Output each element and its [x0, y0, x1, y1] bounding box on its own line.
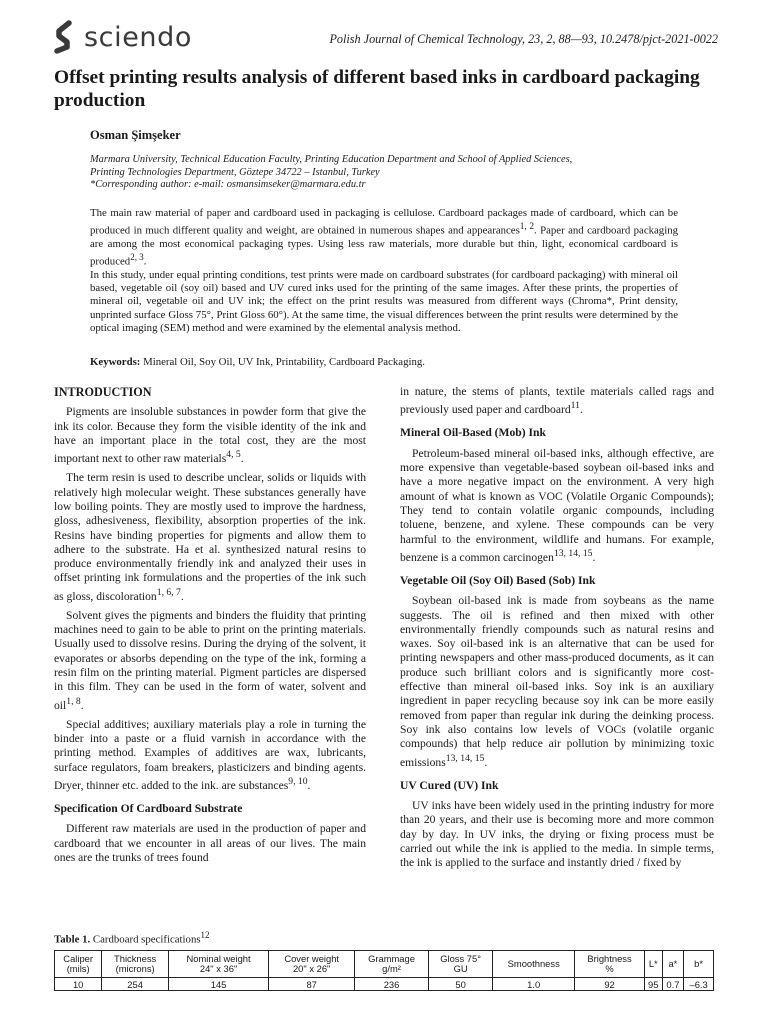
table-header-cell: Grammage g/m²: [355, 951, 429, 978]
table-header-cell: Smoothness: [493, 951, 575, 978]
table-cell: 50: [428, 978, 492, 991]
body-paragraph: Soybean oil-based ink is made from soybeans as the name suggests. The oil is refined and then mixed with other environmentally friendly compounds such as natural resins and waxes. Soy oil-based ink is an alternative that can be used for printing newspapers and other mass-produced documents, as it can produce such brilliant colors and is significantly more cost-effective than mineral oil-based inks. Soy ink is an auxiliary ingredient in paper recycling because soy ink can be more easily removed from paper than regular ink during the deinking process. Soy ink also contains low levels of VOCs (volatile organic compounds) that help reduce air pollution by minimizing toxic emissions$^{13, 14, 15}$.: [400, 594, 714, 769]
sciendo-logo-icon: [50, 20, 76, 54]
specifications-table: [54, 950, 714, 991]
keywords-list: Mineral Oil, Soy Oil, UV Ink, Printability, Cardboard Packaging.: [143, 356, 425, 368]
body-paragraph: Different raw materials are used in the production of paper and cardboard that we encounter in all areas of our lives. The main ones are the trunks of trees found: [54, 822, 366, 865]
section-heading: Specification Of Cardboard Substrate: [54, 802, 243, 816]
corresponding-author: *Corresponding author: e-mail: osmansimseker@marmara.edu.tr: [90, 179, 366, 190]
affiliation: [90, 154, 690, 192]
table-header-cell: Gloss 75° GU: [428, 951, 492, 978]
table-cell: 0.7: [662, 978, 684, 991]
table-header-cell: L*: [644, 951, 662, 978]
body-paragraph: Solvent gives the pigments and binders the fluidity that printing machines need to gain to be able to print on the printing materials. Usually used to dissolve resins. During the drying of the solvent, it evaporates or absorbs depending on the type of the ink, forming a resin film on the printing material. Pigment particles are dispersed in this film. They can be used in the form of water, solvent and oil$^{1, 8}$.: [54, 608, 366, 712]
table-header-cell: Nominal weight 24" x 36": [168, 951, 268, 978]
author-name: Osman Şimşeker: [90, 128, 181, 142]
table-cell: 1.0: [493, 978, 575, 991]
logo-text: sciendo: [84, 21, 192, 53]
body-paragraph: Petroleum-based mineral oil-based inks, although effective, are more expensive than vegetable-based soybean oil-based inks and have a more negative impact on the environment. A very high amount of what is known as VOC (Volatile Organic Compounds); They tend to contain volatile organic compounds, including toluene, benzene, and xylene. These compounds can be very harmful to the environment, wildlife and humans. For example, benzene is a common carcinogen$^{13, 14, 15}$.: [400, 446, 714, 564]
abstract-paragraph: The main raw material of paper and cardboard used in packaging is cellulose. Cardboard packages made of cardboard, which can be produced in much different quality and weight, are obtained in numerous shapes and appearances$^{1, 2}$. Paper and cardboard packaging are among the most economical packaging types. Using less raw materials, more durable but thin, light, economical cardboard is produced$^{2, 3}$.: [90, 207, 679, 268]
publisher-logo: [50, 20, 192, 54]
section-heading: UV Cured (UV) Ink: [400, 778, 499, 792]
table-cell: 236: [355, 978, 429, 991]
body-paragraph: UV inks have been widely used in the printing industry for more than 20 years, and their use is becoming more and more common day by day. In UV inks, the drying or fixing process must be carried out while the ink is applied to the media. In simple terms, the ink is applied to the surface and instantly dried / fixed by: [400, 799, 714, 870]
abstract: [90, 207, 678, 335]
section-heading: Mineral Oil-Based (Mob) Ink: [400, 426, 546, 440]
table-cell: 95: [644, 978, 662, 991]
table-row: [55, 978, 714, 991]
body-paragraph: The term resin is used to describe unclear, solids or liquids with relatively high molecular weight. These substances generally have low boiling points. They are mostly used to improve the hardness, gloss, adhesiveness, flexibility, absorption properties of the ink. Resins have binding properties for pigments and allow them to adhere to the substrate. Ha et al. synthesized natural resins to produce environmentally friendly ink and analyzed their uses in offset printing ink formulations and the properties of the ink such as gloss, discoloration$^{1, 6, 7}$.: [54, 471, 366, 603]
table-header-cell: Caliper (mils): [55, 951, 102, 978]
table-header-cell: Brightness %: [575, 951, 645, 978]
table-header-cell: b*: [684, 951, 714, 978]
table-header-row: [55, 951, 714, 978]
abstract-paragraph: In this study, under equal printing conditions, test prints were made on cardboard substrates (for cardboard packaging) with mineral oil based, vegetable oil (soy oil) based and UV cured inks used for the printing of the same images. After these prints, the properties of mineral oil, vegetable oil and UV ink; the effect on the print results was measured from different ways (Chroma*, Print density, unprinted surface Gloss 75°, Print Gloss 60°). At the same time, the visual differences between the print results were determined by the optical imaging (SEM) method and were examined by the elemental analysis method.: [90, 269, 678, 334]
table-cell: 87: [269, 978, 355, 991]
table-cell: 145: [168, 978, 268, 991]
keywords: [90, 356, 678, 368]
body-paragraph: in nature, the stems of plants, textile materials called rags and previously used paper and cardboard$^{11}$.: [400, 385, 714, 417]
page-header: [50, 18, 718, 58]
journal-reference: Polish Journal of Chemical Technology, 23, 2, 88—93, 10.2478/pjct-2021-0022: [329, 32, 718, 46]
table-cell: 10: [55, 978, 102, 991]
section-heading: Vegetable Oil (Soy Oil) Based (Sob) Ink: [400, 573, 596, 587]
affiliation-line: Printing Technologies Department, Göztepe 34722 – Istanbul, Turkey: [90, 166, 380, 178]
body-paragraph: Special additives; auxiliary materials play a role in turning the binder into a paste or a fluid varnish in accordance with the printing method. Examples of additives are wax, lubricants, surface regulators, foam breakers, plasticizers and binding agents. Dryer, thinner etc. added to the ink. are substances$^{9, 10}$.: [54, 717, 366, 792]
table-header-cell: Cover weight 20" x 26": [269, 951, 355, 978]
paper-title: Offset printing results analysis of different based inks in cardboard packaging production: [54, 67, 700, 111]
table-header-cell: Thickness (microns): [102, 951, 169, 978]
table-header-cell: a*: [662, 951, 684, 978]
left-column: [54, 385, 366, 870]
table-cell: –6.3: [684, 978, 714, 991]
section-heading: INTRODUCTION: [54, 385, 152, 399]
keywords-label: Keywords:: [90, 356, 141, 368]
table-caption: Table 1. Cardboard specifications$^{12}$: [54, 930, 210, 946]
right-column: [400, 385, 714, 875]
affiliation-line: Marmara University, Technical Education Faculty, Printing Education Department and School of Applied Sciences,: [90, 154, 573, 165]
body-paragraph: Pigments are insoluble substances in powder form that give the ink its color. Because they form the visible identity of the ink and have an important place in the total cost, they are the most important next to other raw materials$^{4, 5}$.: [54, 405, 366, 466]
table-cell: 254: [102, 978, 169, 991]
table-cell: 92: [575, 978, 645, 991]
